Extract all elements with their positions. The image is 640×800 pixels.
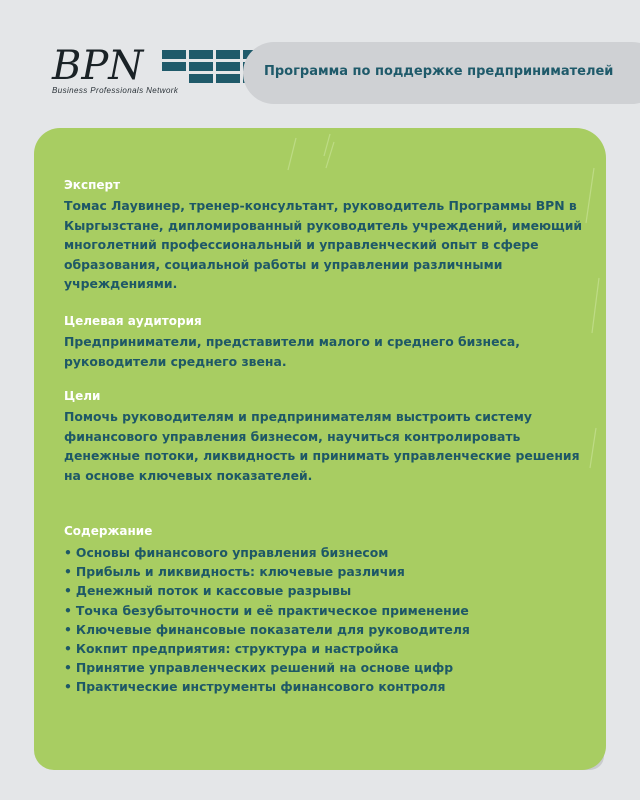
list-item: • Прибыль и ликвидность: ключевые различия <box>64 562 470 581</box>
header-banner <box>243 42 640 104</box>
audience-text: Предприниматели, представители малого и среднего бизнеса, руководители среднего звена. <box>64 334 520 369</box>
expert-text: Томас Лаувинер, тренер-консультант, руководитель Программы BPN в Кыргызстане, дипломированный руководитель учреждений, имеющий многолетний профессиональный и управленческий опыт в сфере образования, социальной работы и управлении различными учреждениями. <box>64 198 583 291</box>
list-item: • Ключевые финансовые показатели для руководителя <box>64 620 470 639</box>
list-item: • Принятие управленческих решений на основе цифр <box>64 658 470 677</box>
list-item: • Точка безубыточности и её практическое применение <box>64 601 470 620</box>
goals-heading: Цели <box>64 389 101 403</box>
page-title: Программа по поддержке предпринимателей <box>264 64 614 79</box>
bpn-logo <box>52 43 222 96</box>
list-item: • Денежный поток и кассовые разрывы <box>64 581 470 600</box>
expert-heading: Эксперт <box>64 178 121 192</box>
goals-text: Помочь руководителям и предпринимателям выстроить систему финансового управления бизнесом, научиться контролировать денежные потоки, ликвидность и принимать управленческие решения на основе ключевых показателей. <box>64 409 580 483</box>
list-item: • Кокпит предприятия: структура и настройка <box>64 639 470 658</box>
logo-subtitle: Business Professionals Network <box>52 86 179 95</box>
logo-wordmark: BPN <box>52 43 144 89</box>
list-item: • Практические инструменты финансового контроля <box>64 677 470 696</box>
list-item: • Основы финансового управления бизнесом <box>64 543 470 562</box>
content-heading: Содержание <box>64 524 153 538</box>
content-list <box>64 543 470 697</box>
audience-heading: Целевая аудитория <box>64 314 202 328</box>
